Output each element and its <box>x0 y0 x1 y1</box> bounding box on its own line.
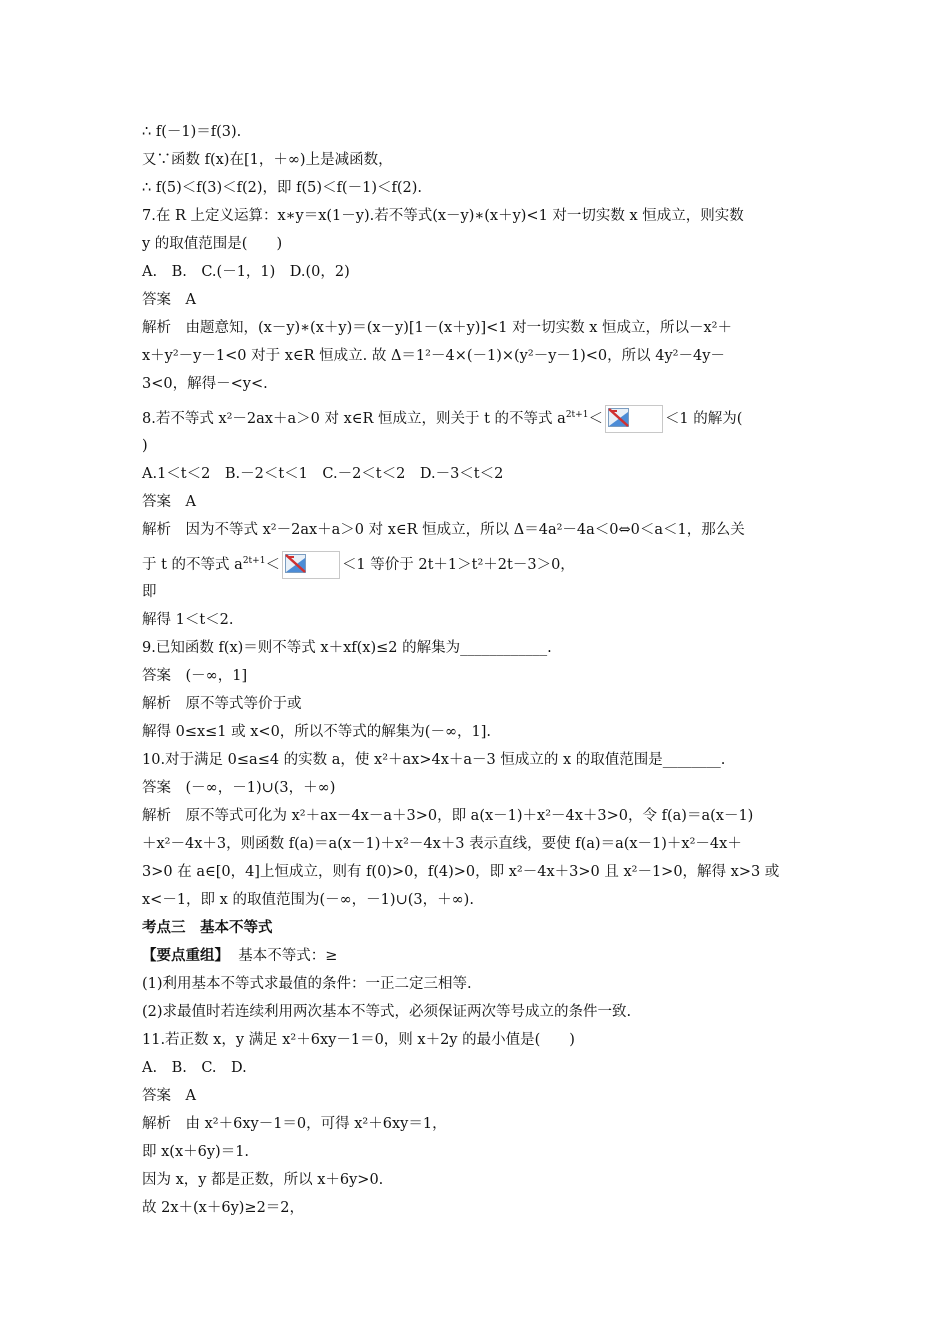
text-fragment: ＜ <box>265 556 280 573</box>
text-line: 解析 原不等式等价于或 <box>142 696 302 712</box>
text-line: 解得 0≤x≤1 或 x<0，所以不等式的解集为(－∞，1]. <box>142 724 492 740</box>
text-line: ＋x²－4x＋3，则函数 f(a)＝a(x－1)＋x²－4x＋3 表示直线，要使 f(a)＝a(x－1)＋x²－4x＋ <box>142 836 742 852</box>
text-line: 3<0，解得－<y<. <box>142 376 268 392</box>
text-fragment: 于 t 的不等式 a <box>142 556 243 573</box>
text-fragment: ＜ <box>588 410 603 427</box>
text-line: 9.已知函数 f(x)＝则不等式 x＋xf(x)≤2 的解集为____________. <box>142 640 552 656</box>
text-line: ∴ f(－1)＝f(3). <box>142 124 242 140</box>
text-line: A. B. C.(－1，1) D.(0，2) <box>142 264 350 280</box>
key-points-line <box>142 942 812 970</box>
text-line: 10.对于满足 0≤a≤4 的实数 a，使 x²＋ax>4x＋a－3 恒成立的 x 的取值范围是________. <box>142 752 726 768</box>
text-line: ) <box>142 438 148 454</box>
text-line: (1)利用基本不等式求最值的条件：一正二定三相等. <box>142 976 472 992</box>
section-title: 考点三 基本不等式 <box>142 920 273 936</box>
text-line: 即 <box>142 584 157 600</box>
text-line: x＋y²－y－1<0 对于 x∈R 恒成立. 故 Δ＝1²－4×(－1)×(y²－y－1)<0，所以 4y²－4y－ <box>142 348 725 364</box>
text-line: y 的取值范围是( ) <box>142 236 283 252</box>
text-line: 答案 A <box>142 494 196 510</box>
text-line: 答案 A <box>142 292 196 308</box>
key-points-label: 【要点重组】 <box>142 948 229 964</box>
text-line: A. B. C. D. <box>142 1060 247 1076</box>
superscript: 2t+1 <box>565 410 589 420</box>
question-8-line <box>142 398 812 432</box>
text-line: 解得 1＜t＜2. <box>142 612 234 628</box>
text-line: x<－1，即 x 的取值范围为(－∞，－1)∪(3，＋∞). <box>142 892 474 908</box>
text-line: 11.若正数 x，y 满足 x²＋6xy－1＝0，则 x＋2y 的最小值是( ) <box>142 1032 575 1048</box>
text-line: A.1＜t＜2 B.－2＜t＜1 C.－2＜t＜2 D.－3＜t＜2 <box>142 466 504 482</box>
text-fragment: ＜1 等价于 2t＋1＞t²＋2t－3＞0， <box>341 556 575 573</box>
text-line: 又∵函数 f(x)在[1，＋∞)上是减函数， <box>142 152 393 168</box>
broken-image-icon <box>605 405 663 433</box>
text-line: 即 x(x＋6y)＝1. <box>142 1144 250 1160</box>
text-line: 答案 (－∞，－1)∪(3，＋∞) <box>142 780 336 796</box>
broken-image-icon <box>282 551 340 579</box>
text-fragment: 8.若不等式 x²－2ax＋a＞0 对 x∈R 恒成立，则关于 t 的不等式 a <box>142 410 566 427</box>
text-line: 7.在 R 上定义运算：x∗y＝x(1－y).若不等式(x－y)∗(x＋y)<1 对一切实数 x 恒成立，则实数 <box>142 208 744 224</box>
text-line: (2)求最值时若连续利用两次基本不等式，必须保证两次等号成立的条件一致. <box>142 1004 632 1020</box>
key-points-text: 基本不等式：≥ <box>238 948 338 964</box>
text-line: ∴ f(5)＜f(3)＜f(2)，即 f(5)＜f(－1)＜f(2). <box>142 180 422 196</box>
text-line: 解析 因为不等式 x²－2ax＋a＞0 对 x∈R 恒成立，所以 Δ＝4a²－4a＜0⇔0＜a＜1，那么关 <box>142 522 745 538</box>
text-line: 解析 由 x²＋6xy－1＝0，可得 x²＋6xy＝1， <box>142 1116 447 1132</box>
text-line: 答案 A <box>142 1088 196 1104</box>
question-8-analysis-line <box>142 544 812 578</box>
text-fragment: ＜1 的解为( <box>664 410 743 427</box>
text-line: 故 2x＋(x＋6y)≥2＝2， <box>142 1200 305 1216</box>
text-line: 答案 (－∞，1] <box>142 668 248 684</box>
text-line: 因为 x，y 都是正数，所以 x＋6y>0. <box>142 1172 384 1188</box>
text-line: 解析 原不等式可化为 x²＋ax－4x－a＋3>0，即 a(x－1)＋x²－4x＋3>0，令 f(a)＝a(x－1) <box>142 808 754 824</box>
document-page <box>142 118 812 1222</box>
text-line: 3>0 在 a∈[0，4]上恒成立，则有 f(0)>0，f(4)>0，即 x²－4x＋3>0 且 x²－1>0，解得 x>3 或 <box>142 864 780 880</box>
text-line: 解析 由题意知，(x－y)∗(x＋y)＝(x－y)[1－(x＋y)]<1 对一切实数 x 恒成立，所以－x²＋ <box>142 320 732 336</box>
superscript: 2t+1 <box>242 556 266 566</box>
